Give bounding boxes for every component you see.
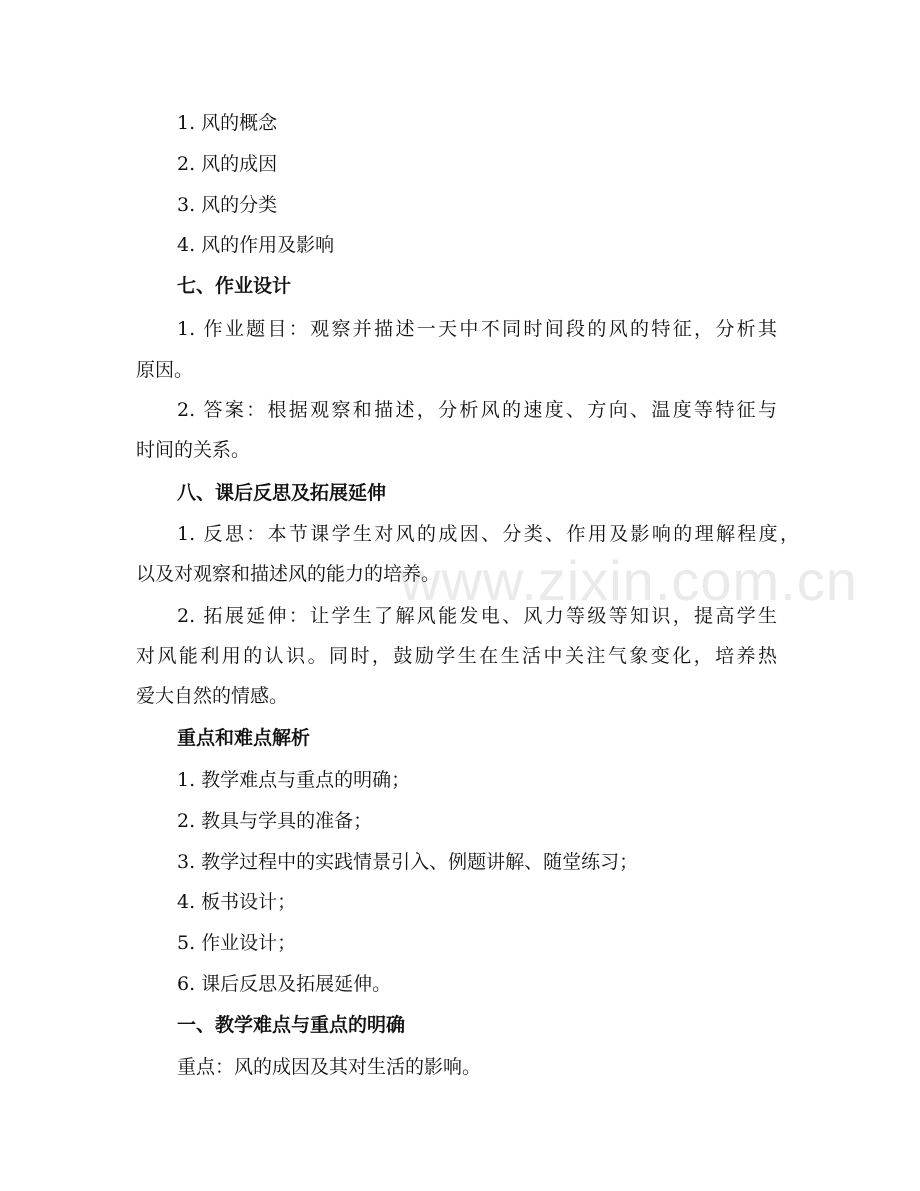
section-heading-reflection: 八、课后反思及拓展延伸 — [177, 482, 387, 504]
paragraph-extension-cont2: 爱大自然的情感。 — [136, 685, 289, 707]
list-item-wind-concept: 1. 风的概念 — [177, 112, 278, 134]
paragraph-extension-cont: 对风能利用的认识。同时，鼓励学生在生活中关注气象变化，培养热 — [136, 645, 777, 667]
list-item-reflection: 6. 课后反思及拓展延伸。 — [177, 973, 392, 995]
list-item-materials: 2. 教具与学具的准备； — [177, 810, 373, 832]
list-item-wind-effects: 4. 风的作用及影响 — [177, 234, 335, 256]
list-item-wind-types: 3. 风的分类 — [177, 194, 278, 216]
watermark: www.zixin.com.cn — [400, 549, 858, 612]
section-heading-key-difficult: 一、教学难点与重点的明确 — [177, 1014, 406, 1036]
paragraph-homework-answer-cont: 时间的关系。 — [136, 439, 251, 461]
list-item-homework-design: 5. 作业设计； — [177, 932, 297, 954]
paragraph-homework-task-cont: 原因。 — [136, 359, 194, 381]
paragraph-reflection: 1. 反思：本节课学生对风的成因、分类、作用及影响的理解程度， — [177, 523, 799, 545]
paragraph-homework-answer: 2. 答案：根据观察和描述，分析风的速度、方向、温度等特征与 — [177, 399, 777, 421]
list-item-key-points: 1. 教学难点与重点的明确； — [177, 769, 411, 791]
list-item-wind-causes: 2. 风的成因 — [177, 153, 278, 175]
section-heading-key-points: 重点和难点解析 — [177, 727, 311, 749]
paragraph-key-point: 重点：风的成因及其对生活的影响。 — [177, 1056, 482, 1078]
list-item-teaching-process: 3. 教学过程中的实践情景引入、例题讲解、随堂练习； — [177, 851, 639, 873]
paragraph-extension: 2. 拓展延伸：让学生了解风能发电、风力等级等知识，提高学生 — [177, 605, 777, 627]
list-item-board-design: 4. 板书设计； — [177, 891, 297, 913]
paragraph-homework-task: 1. 作业题目：观察并描述一天中不同时间段的风的特征，分析其 — [177, 318, 777, 340]
section-heading-homework: 七、作业设计 — [177, 275, 292, 297]
paragraph-reflection-cont: 以及对观察和描述风的能力的培养。 — [136, 563, 441, 585]
